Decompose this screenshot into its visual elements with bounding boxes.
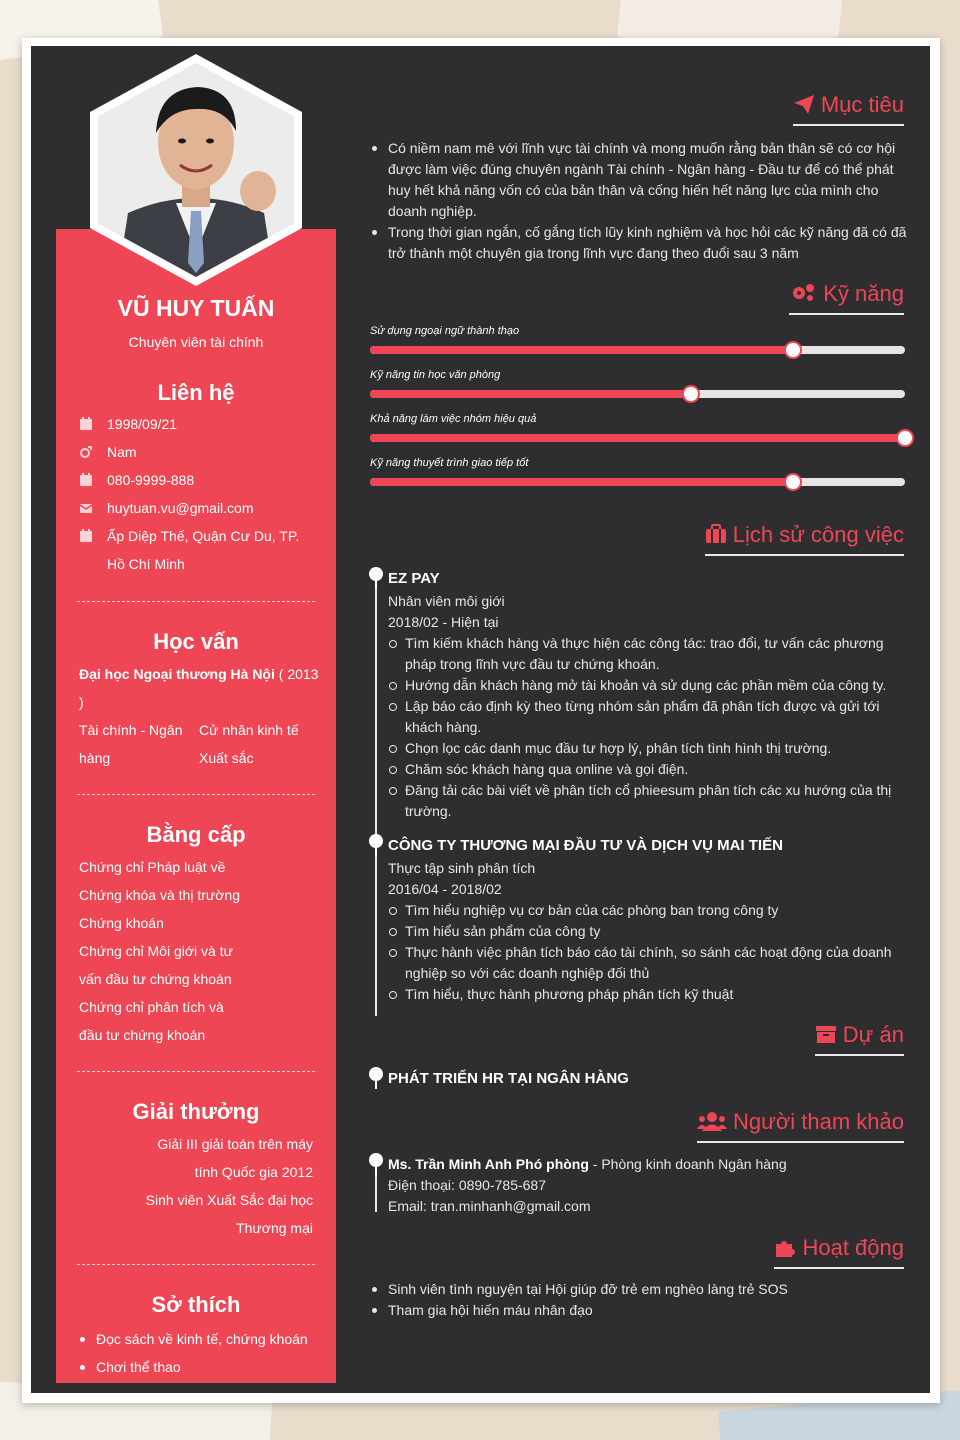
- skill-bar: [370, 434, 905, 442]
- job-company: CÔNG TY THƯƠNG MẠI ĐẦU TƯ VÀ DỊCH VỤ MAI TIẾN: [388, 837, 783, 854]
- gender-icon: [79, 445, 93, 459]
- certificate-line: Chứng chỉ phân tích và: [79, 999, 224, 1015]
- timeline-pin: [369, 1067, 383, 1081]
- school-name: Đại học Ngoại thương Hà Nội: [79, 666, 275, 682]
- timeline-pin: [369, 834, 383, 848]
- address-line2: Hồ Chí Minh: [107, 556, 185, 572]
- job-bullet: [405, 780, 891, 822]
- reference-email[interactable]: Email: tran.minhanh@gmail.com: [388, 1198, 591, 1214]
- reference-phone: Điện thoại: 0890-785-687: [388, 1177, 547, 1193]
- job-company: EZ PAY: [388, 570, 440, 587]
- references-heading: [697, 1109, 904, 1143]
- job-period: 2016/04 - 2018/02: [388, 881, 502, 897]
- job-bullet: [405, 675, 886, 696]
- skills-heading: [789, 281, 904, 315]
- objective-heading-label: Mục tiêu: [820, 92, 904, 117]
- contact-gender: [79, 444, 137, 460]
- certificate-line: đầu tư chứng khoán: [79, 1027, 206, 1043]
- references-heading-label: Người tham khảo: [732, 1109, 904, 1134]
- job-bullet-line: Tìm hiểu, thực hành phương pháp phân tích kỹ thuật: [405, 986, 734, 1002]
- job-bullet: [405, 633, 884, 675]
- timeline-line: [375, 576, 377, 1016]
- education-degree-line2: Xuất sắc: [199, 750, 254, 766]
- award-line: Sinh viên Xuất Sắc đại học: [145, 1192, 313, 1208]
- education-degree-line1: Cử nhân kinh tế: [199, 722, 299, 738]
- objective-heading: [793, 92, 904, 126]
- job-bullet: [405, 900, 778, 921]
- job-bullet-line: trường.: [405, 803, 452, 819]
- reference-dept: - Phòng kinh doanh Ngân hàng: [588, 1156, 787, 1172]
- job-bullet-line: nghiệp so với các doanh nghiệp đối thủ: [405, 965, 650, 981]
- job-title: Chuyên viên tài chính: [128, 334, 264, 350]
- users-icon: [697, 1109, 733, 1134]
- job-bullet-line: Chăm sóc khách hàng qua online và gọi điện.: [405, 761, 689, 777]
- job-bullet: [405, 921, 600, 942]
- certificate-line: Chứng khóa và thị trường: [79, 887, 241, 903]
- job-position: Thực tập sinh phân tích: [388, 860, 536, 876]
- award-line: Thương mại: [236, 1220, 313, 1236]
- skill-fill: [370, 434, 905, 442]
- divider: [77, 1264, 315, 1265]
- job-bullet-line: Đăng tải các bài viết về phân tích cổ phieesum phân tích các xu hướng của thị: [405, 782, 892, 798]
- hobby-item: [96, 1325, 308, 1353]
- paper-plane-icon: [793, 92, 821, 117]
- objective-line: Trong thời gian ngắn, cố gắng tích lũy kinh nghiệm và học hỏi các kỹ năng đã có đã: [388, 224, 907, 240]
- job-bullet: [405, 984, 733, 1005]
- job-bullet-line: Tìm hiểu sản phẩm của công ty: [405, 923, 601, 939]
- job-period: 2018/02 - Hiện tại: [388, 614, 499, 630]
- objective-line: huy hết khả năng vốn có của bản thân và cống hiến hết năng lực của mình cho: [388, 182, 879, 198]
- projects-heading-label: Dự án: [842, 1022, 904, 1047]
- email-value[interactable]: huytuan.vu@gmail.com: [107, 500, 254, 516]
- job-bullet: [405, 738, 831, 759]
- education-major-line1: Tài chính - Ngân: [79, 722, 183, 738]
- job-bullet: [405, 759, 688, 780]
- contact-email: [79, 500, 254, 516]
- job-bullet-line: khách hàng.: [405, 719, 482, 735]
- skill-label: Khả năng làm việc nhóm hiệu quả: [370, 413, 537, 425]
- skill-knob: [784, 341, 802, 359]
- phone-value: 080-9999-888: [107, 472, 195, 488]
- full-name: VŨ HUY TUẤN: [117, 295, 275, 321]
- school-year-end: ): [79, 694, 84, 710]
- education-heading: Học vấn: [153, 629, 239, 654]
- education-major-line2: hàng: [79, 750, 111, 766]
- location-icon: [79, 529, 93, 543]
- objective-line: trở thành một chuyên gia trong lĩnh vực đang theo đuổi sau 3 năm: [388, 245, 799, 261]
- awards-heading: Giải thưởng: [132, 1099, 260, 1124]
- job-bullet-line: Lập báo cáo định kỳ theo từng nhóm sản phẩm đã phân tích được và gửi tới: [405, 698, 880, 714]
- divider: [77, 601, 315, 602]
- objective-item: [388, 138, 908, 222]
- hobby-label: Chơi thể thao: [96, 1359, 181, 1375]
- project-title: PHÁT TRIỂN HR TẠI NGÂN HÀNG: [388, 1070, 629, 1087]
- contact-address: [79, 528, 299, 544]
- briefcase-icon: [705, 522, 733, 547]
- skill-label: Kỹ năng thuyết trình giao tiếp tốt: [370, 457, 529, 469]
- work-heading-label: Lịch sử công việc: [732, 522, 904, 547]
- work-heading: [705, 522, 904, 556]
- job-bullet: [405, 696, 880, 738]
- birthday-value: 1998/09/21: [107, 416, 178, 432]
- puzzle-icon: [774, 1235, 802, 1260]
- objective-item: [388, 222, 908, 264]
- hobbies-heading: Sở thích: [151, 1292, 241, 1317]
- job-bullet-line: Tìm kiếm khách hàng và thực hiện các công tác: trao đổi, tư vấn các phương: [405, 635, 884, 651]
- projects-heading: [815, 1022, 904, 1056]
- job-bullet-line: pháp trong lĩnh vực đầu tư chứng khoán.: [405, 656, 660, 672]
- award-line: tính Quốc gia 2012: [194, 1164, 313, 1180]
- award-line: Giải III giải toán trên máy: [157, 1136, 313, 1152]
- hobby-item: [96, 1353, 181, 1381]
- certificates-heading: Bằng cấp: [146, 822, 246, 847]
- school-year: ( 2013: [274, 666, 319, 682]
- job-bullet-line: Thực hành việc phân tích báo cáo tài chính, so sánh các hoạt động của doanh: [405, 944, 892, 960]
- skill-bar: [370, 346, 905, 354]
- phone-icon: [79, 473, 93, 487]
- contact-heading: Liên hệ: [157, 380, 235, 405]
- reference-name: [388, 1154, 787, 1175]
- job-bullet-line: Hướng dẫn khách hàng mở tài khoản và sử dụng các phần mềm của công ty.: [405, 677, 887, 693]
- job-bullet: [405, 942, 892, 984]
- skill-fill: [370, 478, 793, 486]
- hobby-label: Đọc sách về kinh tế, chứng khoán: [96, 1331, 308, 1347]
- envelope-icon: [79, 501, 93, 515]
- timeline-pin: [369, 1153, 383, 1167]
- skill-fill: [370, 390, 691, 398]
- skill-bar: [370, 478, 905, 486]
- objective-line: được làm việc đúng chuyên ngành Tài chính - Ngân hàng - Đầu tư để có thể phát: [388, 161, 894, 177]
- skill-knob: [682, 385, 700, 403]
- objective-line: doanh nghiệp.: [388, 203, 477, 219]
- skill-label: Sử dụng ngoại ngữ thành thạo: [370, 325, 520, 337]
- skill-fill: [370, 346, 793, 354]
- gender-value: Nam: [107, 444, 137, 460]
- contact-birthday: [79, 416, 177, 432]
- timeline-pin: [369, 567, 383, 581]
- address-line1: Ấp Diệp Thế, Quận Cư Du, TP.: [107, 528, 300, 544]
- activity-item: Tham gia hội hiến máu nhân đạo: [388, 1300, 593, 1321]
- education-school: [79, 660, 318, 688]
- skill-bar: [370, 390, 905, 398]
- certificate-line: Chứng khoán: [79, 915, 164, 931]
- activity-item: Sinh viên tình nguyện tại Hội giúp đỡ trẻ em nghèo làng trẻ SOS: [388, 1279, 788, 1300]
- divider: [77, 794, 315, 795]
- skills-heading-label: Kỹ năng: [823, 281, 904, 306]
- gears-icon: [789, 281, 823, 306]
- activities-heading-label: Hoạt động: [802, 1235, 904, 1260]
- archive-icon: [815, 1022, 843, 1047]
- skill-label: Kỹ năng tin học văn phòng: [370, 369, 501, 381]
- certificate-line: vấn đầu tư chứng khoán: [79, 971, 232, 987]
- contact-phone: [79, 472, 194, 488]
- activities-heading: [774, 1235, 904, 1269]
- certificate-line: Chứng chỉ Pháp luật về: [79, 859, 226, 875]
- objective-line: Có niềm nam mê với lĩnh vực tài chính và mong muốn rằng bản thân sẽ có cơ hội: [388, 140, 896, 156]
- skill-knob: [896, 429, 914, 447]
- reference-person: Ms. Trần Minh Anh Phó phòng: [388, 1156, 589, 1172]
- skill-knob: [784, 473, 802, 491]
- calendar-icon: [79, 417, 93, 431]
- job-bullet-line: Tìm hiểu nghiệp vụ cơ bản của các phòng ban trong công ty: [405, 902, 779, 918]
- divider: [77, 1071, 315, 1072]
- job-bullet-line: Chọn lọc các danh mục đầu tư hợp lý, phân tích tình hình thị trường.: [405, 740, 832, 756]
- certificate-line: Chứng chỉ Môi giới và tư: [79, 943, 233, 959]
- job-position: Nhân viên môi giới: [388, 593, 505, 609]
